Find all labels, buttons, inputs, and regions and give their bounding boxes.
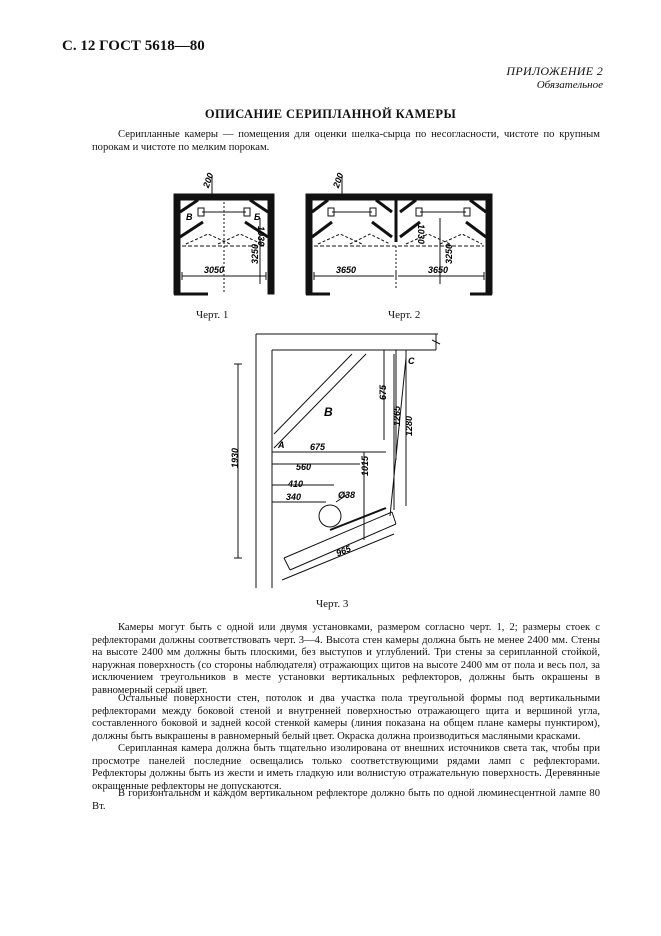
fig1-dim-side: 1030 xyxy=(256,226,266,247)
appendix-note xyxy=(506,64,603,91)
fig3-letter-b: В xyxy=(324,405,333,419)
figure-1-plan xyxy=(168,172,278,297)
paragraph-4-text: В горизонтальном и каждом вертикальном рефлекторе должно быть по одной люминесцентной лампе 80 Вт. xyxy=(92,788,600,812)
figure-1-caption: Черт. 1 xyxy=(196,309,229,321)
figure-2-caption: Черт. 2 xyxy=(388,309,421,321)
fig3-dim-965: 965 xyxy=(334,543,353,559)
fig3-dim-560: 560 xyxy=(296,462,312,472)
fig2-dim-width-left: 3650 xyxy=(336,265,357,275)
fig2-dim-side: 1030 xyxy=(416,224,426,245)
fig1-letter-right: Б xyxy=(254,212,261,222)
appendix-number: ПРИЛОЖЕНИЕ 2 xyxy=(506,64,603,78)
appendix-status: Обязательное xyxy=(536,79,603,91)
figure-3-stand xyxy=(226,330,446,592)
paragraph-1 xyxy=(92,622,600,698)
section-title: ОПИСАНИЕ СЕРИПЛАННОЙ КАМЕРЫ xyxy=(204,107,457,121)
fig3-dim-1265: 1265 xyxy=(392,405,402,426)
figure-2-plan xyxy=(300,172,500,297)
intro-paragraph xyxy=(92,129,600,154)
fig3-dim-675-horizontal: 675 xyxy=(310,442,326,452)
fig3-dim-1930: 1930 xyxy=(230,447,240,468)
fig1-dim-inner: 3250 xyxy=(250,243,260,264)
intro-text: Серипланные камеры — помещения для оценки шелка-сырца по несогласности, чистоте по крупным порокам и чистоте по мелким порокам. xyxy=(92,129,600,153)
paragraph-3 xyxy=(92,743,600,793)
paragraph-3-text: Серипланная камера должна быть тщательно изолирована от внешних источников света так, чтобы при просмотре панелей последние освещались только соответствующими рядами ламп с рефлекторами. Рефлекторы должны быть из жести и иметь гладкую или волнистую отражательную поверхность. Деревянные окрашенные рефлекторы не допускаются. xyxy=(92,743,600,792)
fig3-dim-675-vertical: 675 xyxy=(378,384,388,400)
fig2-dim-top: 200 xyxy=(330,172,346,190)
paragraph-2-text: Остальные поверхности стен, потолок и два участка пола треугольной формы под вертикальными рефлекторами между боковой стеной и внутренней поверхностью отражающего щита и вершиной угла, составленного боковой и задней косой стенкой камеры (линия показана на общем плане камеры пунктиром), должны быть выкрашены в равномерный белый цвет. Окраска должна производиться масляными красками. xyxy=(92,693,600,742)
fig3-dim-340: 340 xyxy=(286,492,302,502)
fig3-letter-a: А xyxy=(278,440,285,450)
paragraph-4 xyxy=(92,788,600,813)
fig3-dim-410: 410 xyxy=(288,479,304,489)
fig1-dim-top: 200 xyxy=(200,172,216,190)
paragraph-2 xyxy=(92,693,600,743)
fig3-letter-c: С xyxy=(408,356,415,366)
fig1-letter-left: В xyxy=(186,212,193,222)
fig3-dim-38: Ø38 xyxy=(338,490,356,500)
fig2-dim-width-right: 3650 xyxy=(428,265,449,275)
page-header: С. 12 ГОСТ 5618—80 xyxy=(62,38,205,54)
fig3-dim-1280: 1280 xyxy=(404,415,414,436)
figure-3-caption: Черт. 3 xyxy=(316,598,349,610)
paragraph-1-text: Камеры могут быть с одной или двумя установками, размером согласно черт. 1, 2; размеры стоек с рефлекторами должны соответствовать черт. 3—4. Высота стен камеры должна быть не менее 2400 мм. Стены на высоте 2400 мм должны быть плоскими, без выступов и углублений. Три стены за серипланной стойкой, наружная поверхность (со стороны наблюдателя) отражающих щитов на высоте 2400 мм от пола и весь пол, за исключением треугольников в месте установки вертикальных рефлекторов, должны быть окрашены в равномерный серый цвет. xyxy=(92,622,600,696)
fig2-dim-inner: 3250 xyxy=(444,243,454,264)
fig3-dim-1015: 1015 xyxy=(360,455,370,476)
fig1-dim-width: 3050 xyxy=(204,265,225,275)
